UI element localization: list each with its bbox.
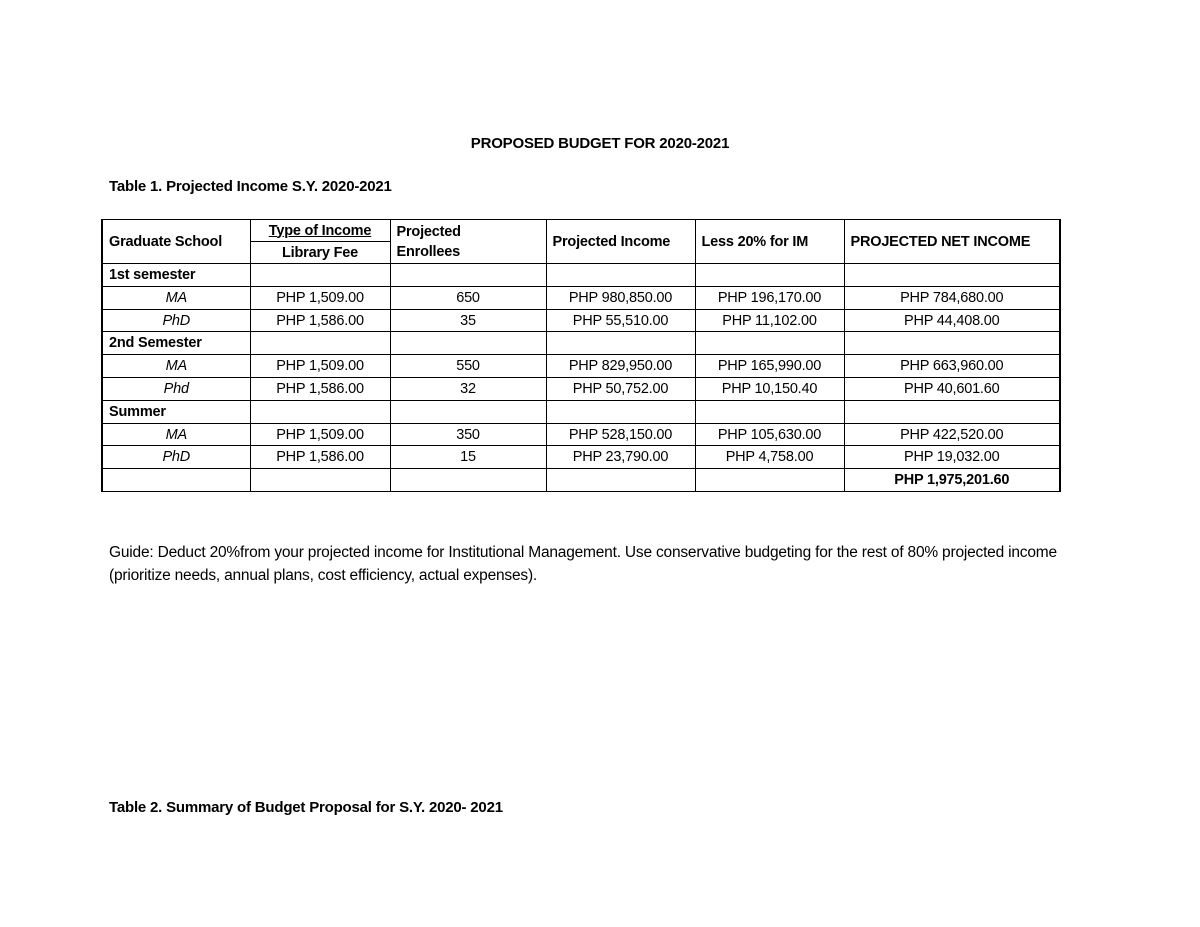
net-cell: PHP 40,601.60 [844, 378, 1060, 401]
net-cell: PHP 422,520.00 [844, 423, 1060, 446]
fee-cell: PHP 1,509.00 [250, 355, 390, 378]
header-graduate-school: Graduate School [102, 220, 250, 264]
table-row [102, 355, 1060, 378]
program-cell: MA [102, 355, 250, 378]
enrollees-cell: 650 [390, 287, 546, 310]
header-projected-enrollees [390, 220, 546, 264]
program-cell: MA [102, 287, 250, 310]
fee-cell: PHP 1,586.00 [250, 309, 390, 332]
less-cell: PHP 196,170.00 [695, 287, 844, 310]
header-projected-enrollees-line2: Enrollees [396, 243, 460, 260]
header-less-20: Less 20% for IM [695, 220, 844, 264]
net-cell: PHP 784,680.00 [844, 287, 1060, 310]
page-title: PROPOSED BUDGET FOR 2020-2021 [470, 135, 730, 152]
income-cell: PHP 528,150.00 [546, 423, 695, 446]
group-label: 1st semester [102, 264, 250, 287]
fee-cell: PHP 1,586.00 [250, 446, 390, 469]
income-cell: PHP 23,790.00 [546, 446, 695, 469]
group-label: Summer [102, 400, 250, 423]
net-cell: PHP 19,032.00 [844, 446, 1060, 469]
table-row [102, 287, 1060, 310]
program-cell: MA [102, 423, 250, 446]
program-cell: PhD [102, 309, 250, 332]
header-type-of-income: Type of Income [250, 220, 390, 242]
fee-cell: PHP 1,509.00 [250, 423, 390, 446]
table-2-caption: Table 2. Summary of Budget Proposal for S.Y. 2020- 2021 [109, 799, 503, 816]
group-label: 2nd Semester [102, 332, 250, 355]
guide-text: Guide: Deduct 20%from your projected income for Institutional Management. Use conservative budgeting for the rest of 80% projected income (prioritize needs, annual plans, cost efficiency, actual expenses). [109, 544, 1057, 584]
header-projected-income: Projected Income [546, 220, 695, 264]
header-library-fee: Library Fee [250, 242, 390, 264]
less-cell: PHP 165,990.00 [695, 355, 844, 378]
enrollees-cell: 550 [390, 355, 546, 378]
income-cell: PHP 829,950.00 [546, 355, 695, 378]
income-cell: PHP 55,510.00 [546, 309, 695, 332]
projected-income-table [101, 219, 1061, 492]
enrollees-cell: 15 [390, 446, 546, 469]
header-projected-enrollees-line1: Projected [396, 223, 461, 240]
less-cell: PHP 10,150.40 [695, 378, 844, 401]
total-row [102, 469, 1060, 492]
enrollees-cell: 32 [390, 378, 546, 401]
enrollees-cell: 350 [390, 423, 546, 446]
fee-cell: PHP 1,586.00 [250, 378, 390, 401]
net-cell: PHP 663,960.00 [844, 355, 1060, 378]
income-cell: PHP 50,752.00 [546, 378, 695, 401]
table-row [102, 446, 1060, 469]
less-cell: PHP 4,758.00 [695, 446, 844, 469]
less-cell: PHP 105,630.00 [695, 423, 844, 446]
income-cell: PHP 980,850.00 [546, 287, 695, 310]
fee-cell: PHP 1,509.00 [250, 287, 390, 310]
total-net-income: PHP 1,975,201.60 [844, 469, 1060, 492]
table-row [102, 309, 1060, 332]
table-row [102, 378, 1060, 401]
less-cell: PHP 11,102.00 [695, 309, 844, 332]
program-cell: Phd [102, 378, 250, 401]
program-cell: PhD [102, 446, 250, 469]
net-cell: PHP 44,408.00 [844, 309, 1060, 332]
enrollees-cell: 35 [390, 309, 546, 332]
table-row [102, 423, 1060, 446]
header-projected-net-income: PROJECTED NET INCOME [844, 220, 1060, 264]
table-1-caption: Table 1. Projected Income S.Y. 2020-2021 [109, 178, 392, 195]
